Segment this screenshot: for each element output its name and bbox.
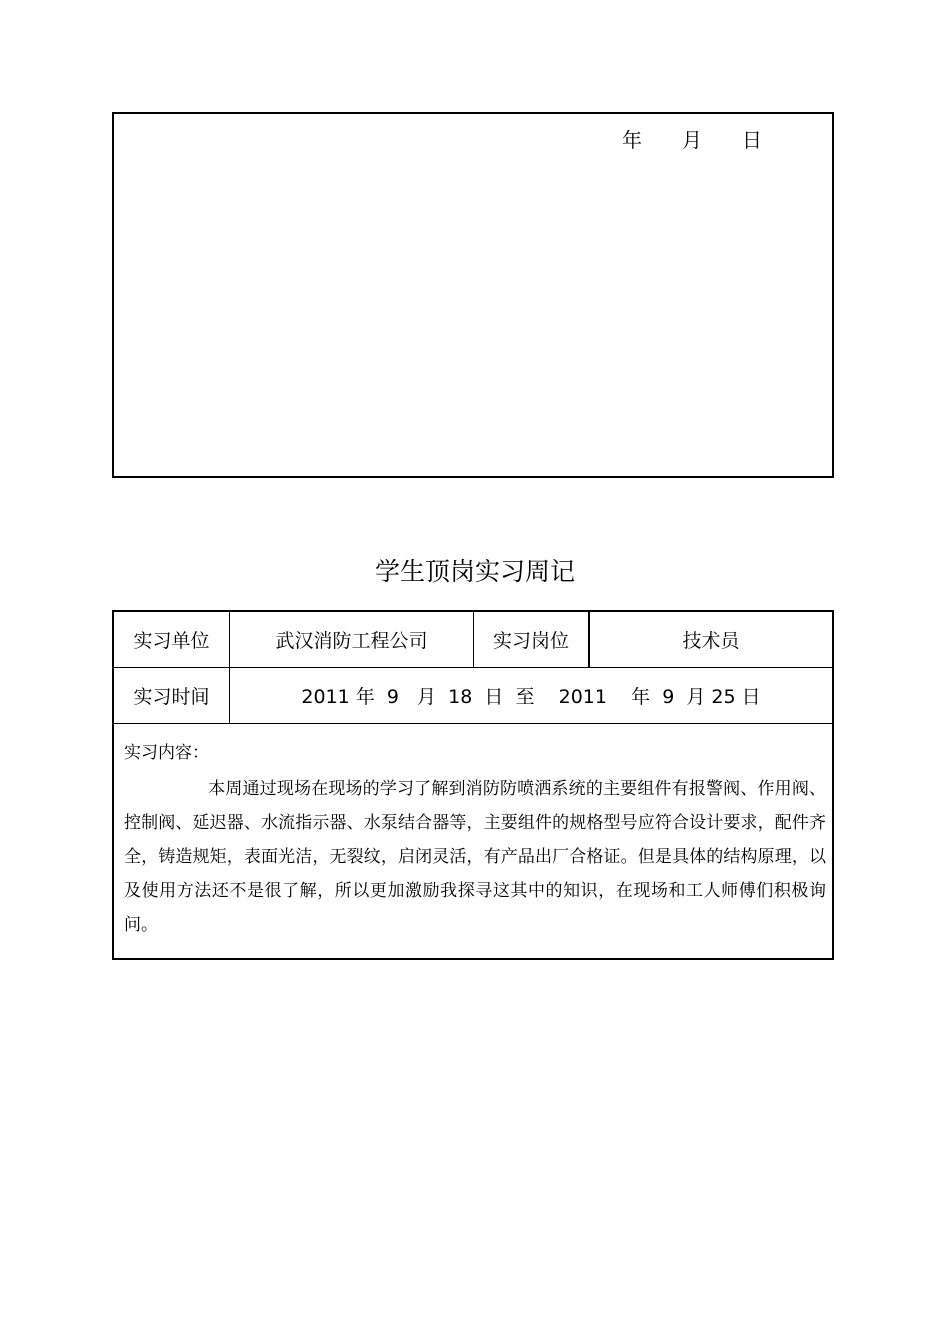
- date-line: [622, 124, 762, 153]
- day-label: 日: [742, 128, 762, 152]
- month-label: 月: [682, 128, 702, 152]
- content-text: 本周通过现场在现场的学习了解到消防防喷洒系统的主要组件有报警阀、作用阀、控制阀、延迟器、水流指示器、水泵结合器等，主要组件的规格型号应符合设计要求，配件齐全，铸造规矩，表面光洁，无裂纹，启闭灵活，有产品出厂合格证。但是具体的结构原理，以及使用方法还不是很了解，所以更加激励我探寻这其中的知识，在现场和工人师傅们积极询问。: [124, 779, 826, 935]
- row-divider: [114, 723, 832, 724]
- content-body: [124, 772, 826, 942]
- weekly-report-form: [112, 610, 834, 960]
- year-label: 年: [622, 128, 642, 152]
- signature-date-box: [112, 112, 834, 478]
- post-label: 实习岗位: [492, 630, 569, 652]
- unit-value: 武汉消防工程公司: [275, 630, 428, 652]
- page-title: 学生顶岗实习周记: [374, 557, 575, 586]
- unit-label: 实习单位: [133, 630, 210, 652]
- content-label: 实习内容：: [124, 743, 209, 763]
- time-value: 2011 年 9 月 18 日 至 2011 年 9 月 25 日: [301, 686, 761, 708]
- time-label: 实习时间: [133, 686, 210, 708]
- post-value: 技术员: [682, 630, 740, 652]
